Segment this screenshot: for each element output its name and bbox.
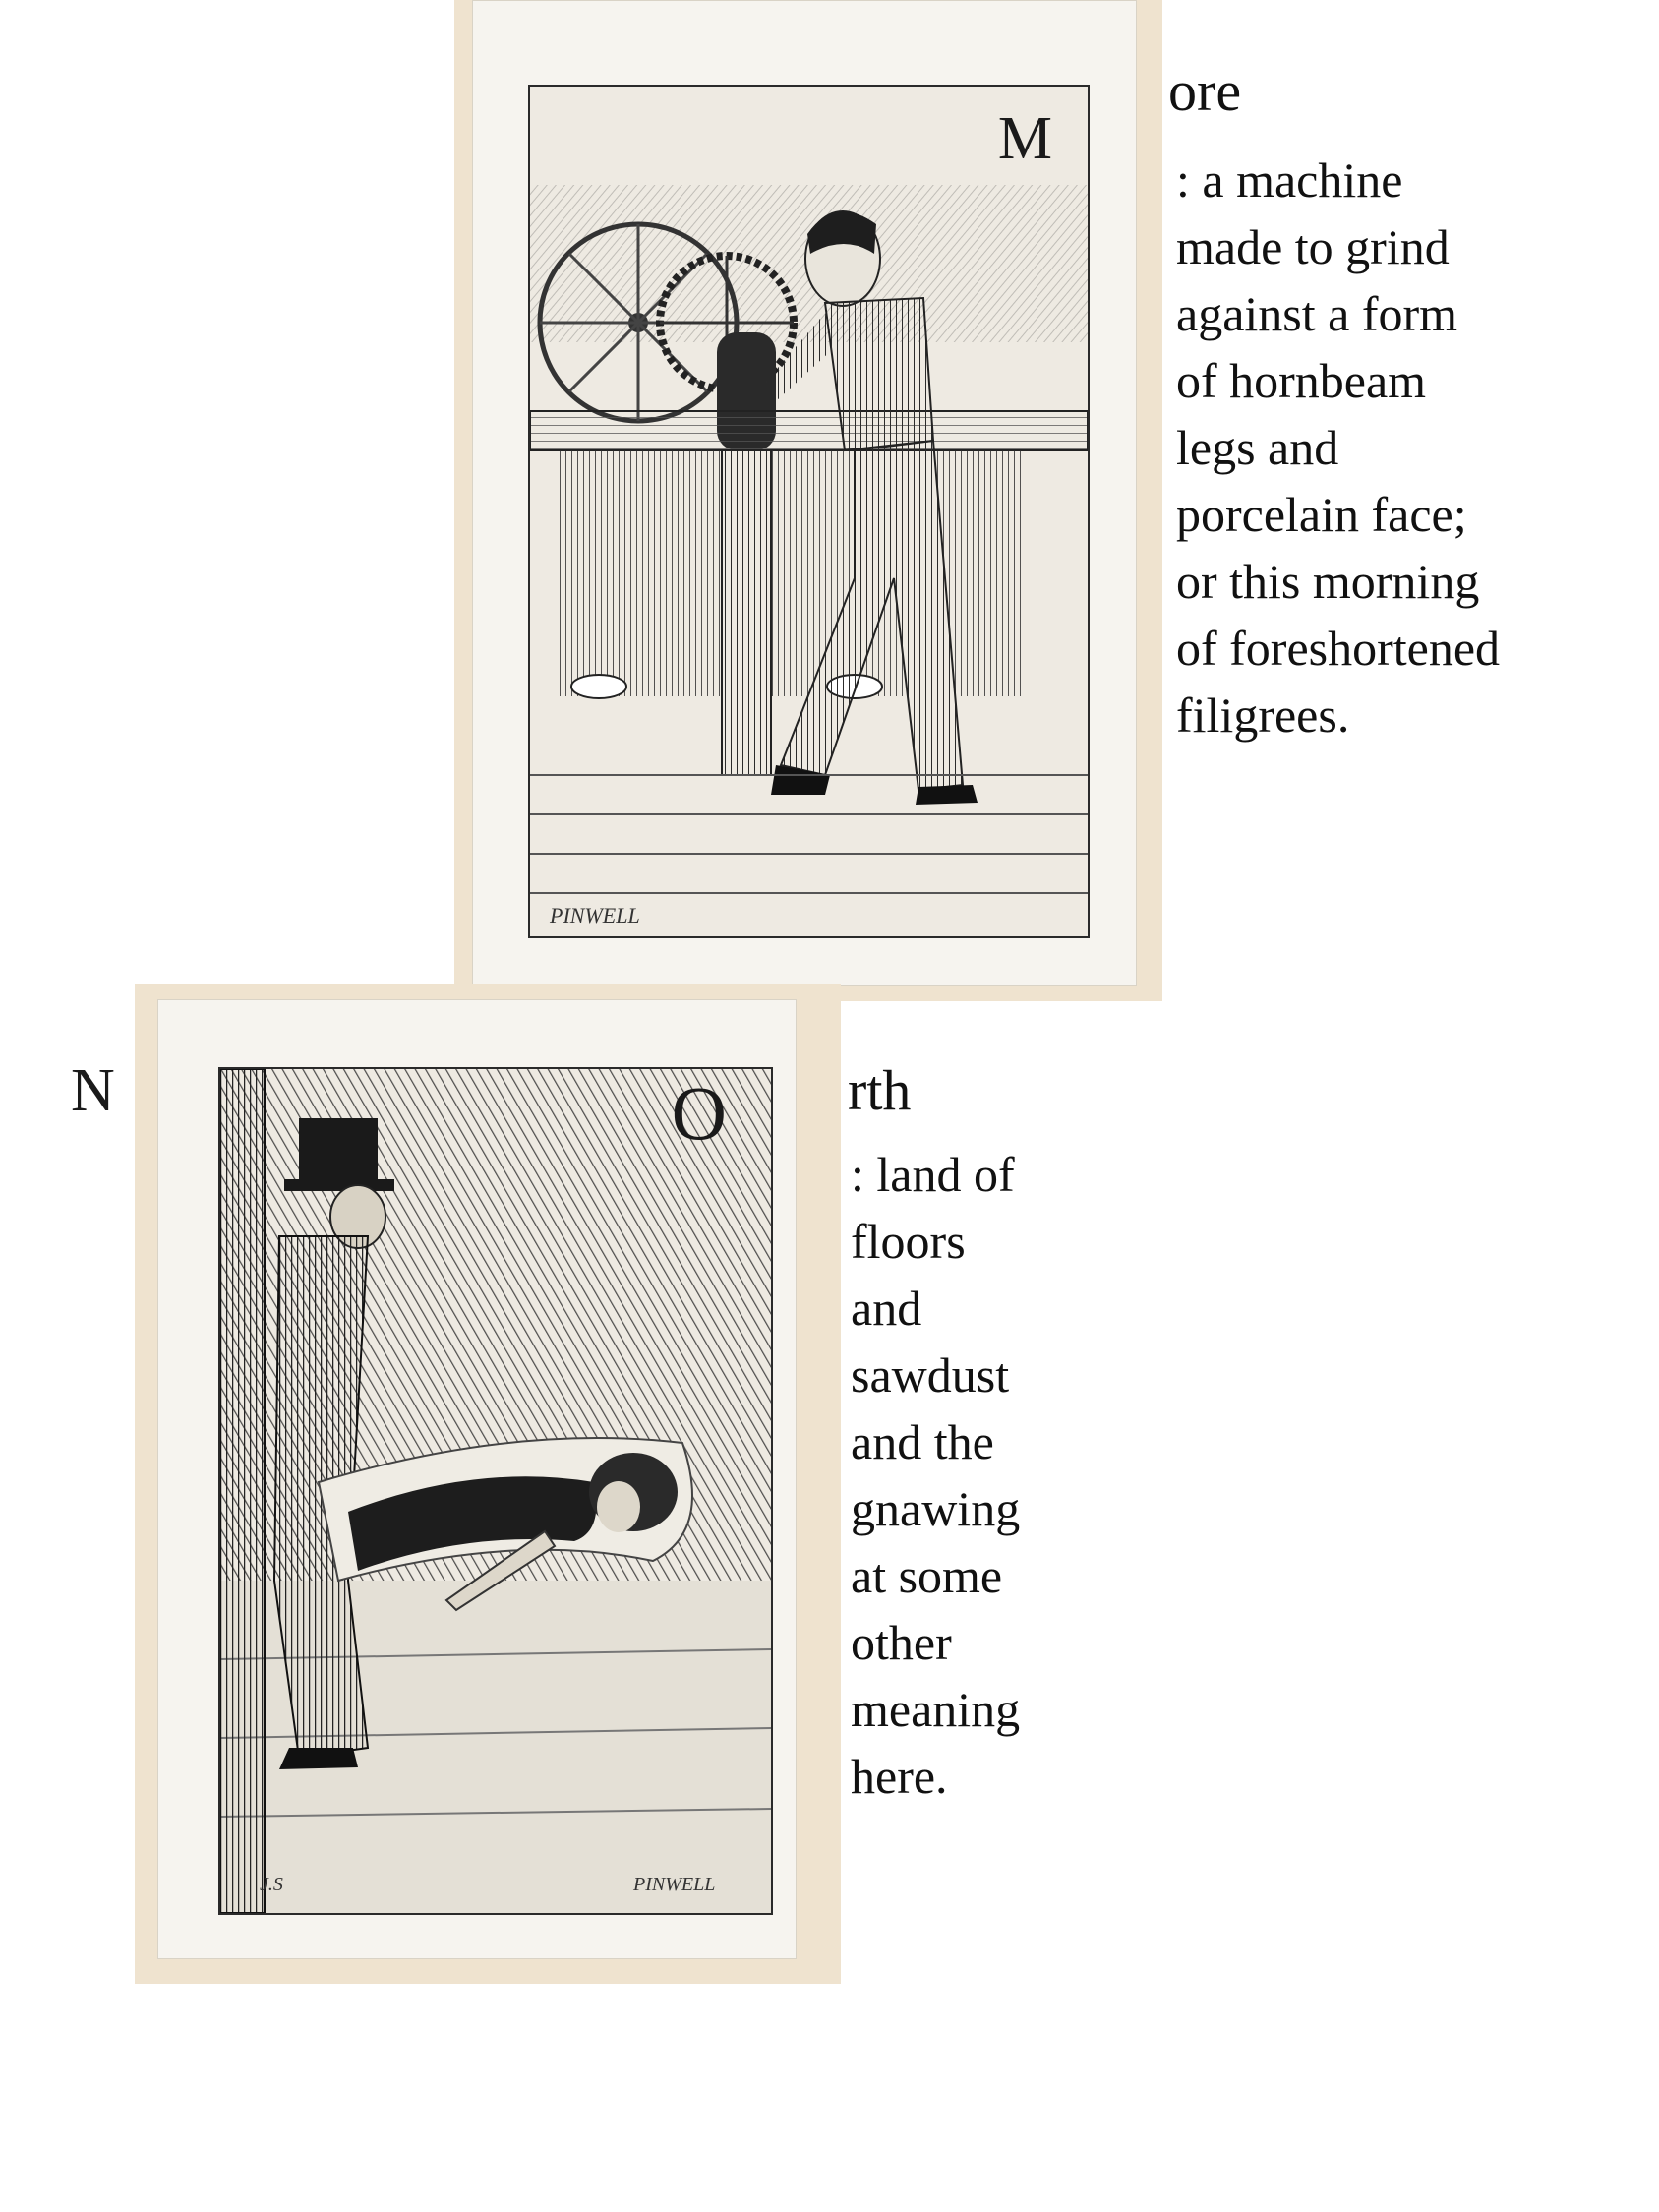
signature-text: PINWELL: [550, 903, 640, 927]
definition-line: gnawing: [851, 1481, 1021, 1536]
word-rest-ore: ore: [1168, 59, 1242, 123]
definition-line: floors: [851, 1214, 966, 1269]
definition-line: against a form: [1176, 286, 1458, 341]
definition-line: and: [851, 1281, 922, 1336]
definition-line: porcelain face;: [1176, 487, 1467, 542]
definition-line: : land of: [851, 1147, 1015, 1202]
definition-line: other: [851, 1615, 952, 1670]
definition-line: made to grind: [1176, 219, 1450, 274]
definition-line: meaning: [851, 1682, 1021, 1737]
definition-more: [1176, 147, 1500, 748]
definition-line: of hornbeam: [1176, 353, 1427, 408]
definition-line: or this morning: [1176, 554, 1480, 609]
definition-line: sawdust: [851, 1347, 1010, 1403]
svg-text:J.S: J.S: [260, 1874, 283, 1895]
engraving-plate-o: [218, 1067, 773, 1915]
leading-letter-n: N: [71, 1057, 115, 1124]
definition-line: filigrees.: [1176, 688, 1350, 743]
definition-line: and the: [851, 1414, 994, 1469]
definition-line: at some: [851, 1548, 1003, 1603]
plate-letter-o: O: [671, 1070, 727, 1156]
plate-letter-m: M: [997, 105, 1052, 172]
definition-north: [851, 1141, 1020, 1810]
definition-line: legs and: [1176, 420, 1339, 475]
engraving-woman-lying-on-floor-man-in-top-hat: [220, 1069, 771, 1913]
signature-text: PINWELL: [633, 1874, 716, 1895]
engraving-plate-m: [528, 85, 1090, 938]
word-rest-rth: rth: [848, 1058, 912, 1122]
definition-line: of foreshortened: [1176, 621, 1501, 676]
definition-line: here.: [851, 1749, 948, 1804]
engraving-man-turning-crank-wheel: [530, 87, 1088, 936]
definition-line: : a machine: [1176, 152, 1403, 208]
